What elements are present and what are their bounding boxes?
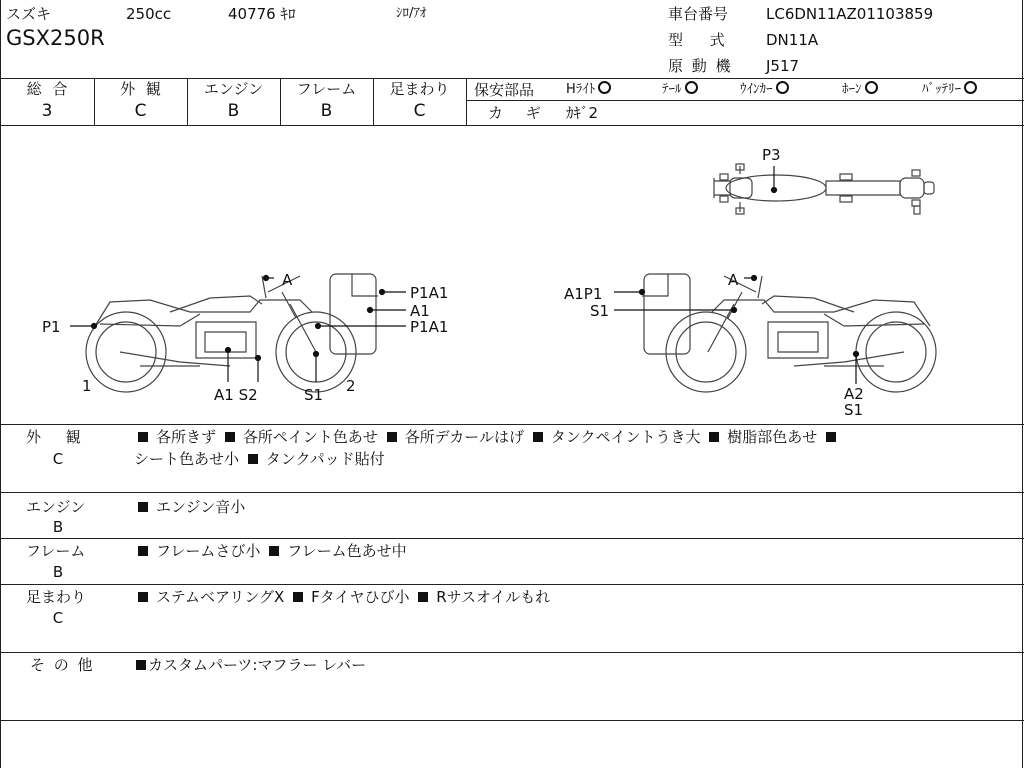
notes-grade-exterior: C [52, 450, 64, 468]
note-item: ステムベアリングX [156, 588, 285, 606]
notes-divider-5 [0, 720, 1024, 721]
engine-label: 原 動 機 [668, 57, 731, 75]
engine-value: J517 [766, 57, 800, 75]
bullet-icon [533, 432, 543, 442]
note-item: シート色あせ小 [134, 450, 240, 468]
note-item: タンクペイントうき大 [550, 428, 701, 446]
header-divider [0, 78, 1024, 79]
safety-item-battery [922, 81, 977, 99]
bullet-icon [293, 592, 303, 602]
displacement-text: 250cc [126, 5, 172, 23]
safety-item-headlight [566, 81, 611, 99]
notes-grade-engine: B [52, 518, 64, 536]
notes-label-other: そ の 他 [30, 656, 93, 674]
type-value: DN11A [766, 31, 819, 49]
bullet-icon [418, 592, 428, 602]
safety-item-winker [740, 81, 789, 99]
label-left-p1: P1 [42, 318, 61, 336]
notes-items-exterior [134, 426, 1004, 470]
note-item: カスタムパーツ:マフラー レバー [148, 656, 367, 674]
notes-divider-2 [0, 538, 1024, 539]
note-item: Fタイヤひび小 [311, 588, 410, 606]
note-item: エンジン音小 [156, 498, 246, 516]
horn-label: ﾎｰﾝ [842, 82, 862, 97]
bullet-icon [248, 454, 258, 464]
note-item: 樹脂部色あせ [727, 428, 818, 446]
note-item: Rサスオイルもれ [436, 588, 551, 606]
label-right-s1: S1 [590, 302, 610, 320]
mileage-text: 40776 ｷﾛ [228, 5, 296, 23]
frame-no-value: LC6DN11AZ01103859 [766, 5, 934, 23]
motorcycle-left-side [86, 274, 378, 392]
grade-value-overall: 3 [41, 101, 53, 121]
bullet-icon [225, 432, 235, 442]
notes-divider-3 [0, 584, 1024, 585]
grade-header-frame: フレーム [296, 80, 357, 98]
label-right-s1b: S1 [844, 401, 864, 419]
notes-items-frame [134, 540, 1004, 562]
notes-grade-suspension: C [52, 609, 64, 627]
notes-items-suspension [134, 586, 1004, 608]
label-left-p1a1-bottom: P1A1 [410, 318, 449, 336]
bullet-icon [826, 432, 836, 442]
tail-label: ﾃｰﾙ [662, 82, 682, 97]
safety-label: 保安部品 [474, 81, 535, 99]
label-left-s1: S1 [304, 386, 324, 404]
bullet-icon [387, 432, 397, 442]
label-left-a1s2: A1 S2 [214, 386, 258, 404]
frame-no-label: 車台番号 [668, 5, 729, 23]
notes-items-other [134, 654, 1004, 676]
note-item: タンクパッド貼付 [265, 450, 385, 468]
bullet-icon [709, 432, 719, 442]
grade-value-exterior: C [134, 101, 147, 121]
label-left-num1: 1 [82, 377, 92, 395]
label-left-a: A [282, 271, 293, 289]
notes-grade-frame: B [52, 563, 64, 581]
model-name: GSX250R [6, 26, 105, 50]
label-left-a1: A1 [410, 302, 430, 320]
grade-header-suspension: 足まわり [389, 80, 450, 98]
bullet-icon [136, 660, 146, 670]
notes-items-engine [134, 496, 1004, 518]
note-item: 各所ペイント色あせ [242, 428, 378, 446]
grade-col-line-5 [466, 78, 467, 125]
bullet-icon [138, 592, 148, 602]
label-p3: P3 [762, 146, 781, 164]
grade-header-exterior: 外 観 [120, 80, 161, 98]
safety-item-horn [842, 81, 878, 99]
label-right-a2: A2 [844, 385, 864, 403]
label-right-a1p1: A1P1 [564, 285, 603, 303]
diagram-divider [0, 424, 1024, 425]
notes-label-frame: フレーム [26, 542, 86, 560]
note-item: フレームさび小 [156, 542, 261, 560]
motorcycle-top-view [714, 164, 934, 214]
maker-text: スズキ [6, 5, 52, 23]
notes-divider-4 [0, 652, 1024, 653]
bullet-icon [138, 502, 148, 512]
headlight-label: Hﾗｲﾄ [566, 82, 596, 97]
notes-label-exterior: 外 観 [26, 428, 81, 446]
ok-circle-icon [685, 81, 698, 94]
safety-item-tail [662, 81, 698, 99]
bullet-icon [138, 546, 148, 556]
key-value: ｶｷﾞ2 [566, 104, 599, 122]
motorcycle-right-side [642, 274, 936, 392]
note-item: 各所デカールはげ [404, 428, 524, 446]
bullet-icon [138, 432, 148, 442]
ok-circle-icon [964, 81, 977, 94]
key-label: カ ギ [488, 104, 541, 122]
type-label: 型 式 [668, 31, 725, 49]
label-left-num2: 2 [346, 377, 356, 395]
note-item: フレーム色あせ中 [287, 542, 407, 560]
grade-value-engine: B [227, 101, 240, 121]
label-right-a: A [728, 271, 739, 289]
label-left-p1a1-top: P1A1 [410, 284, 449, 302]
notes-label-suspension: 足まわり [26, 588, 87, 606]
winker-label: ｳｲﾝｶｰ [740, 82, 773, 97]
battery-label: ﾊﾞｯﾃﾘｰ [922, 82, 961, 97]
bullet-icon [269, 546, 279, 556]
ok-circle-icon [776, 81, 789, 94]
color-text: ｼﾛ/ｱｵ [396, 6, 427, 21]
ok-circle-icon [865, 81, 878, 94]
grade-value-suspension: C [413, 101, 426, 121]
grade-header-engine: エンジン [203, 80, 264, 98]
damage-diagram [0, 126, 1024, 424]
ok-circle-icon [598, 81, 611, 94]
notes-divider-1 [0, 492, 1024, 493]
safety-divider [466, 100, 1024, 101]
grade-value-frame: B [320, 101, 333, 121]
grade-header-overall: 総 合 [26, 80, 68, 98]
notes-label-engine: エンジン [26, 498, 86, 516]
note-item: 各所きず [156, 428, 217, 446]
